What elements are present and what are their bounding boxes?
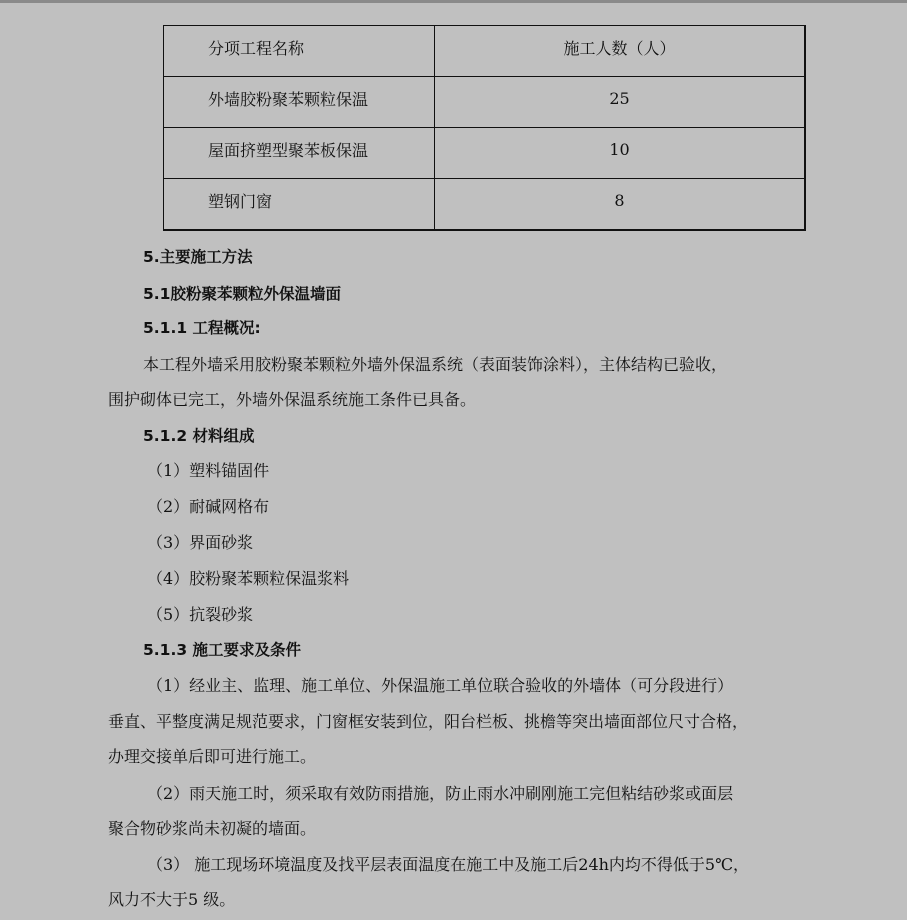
subsection-heading: 5.1胶粉聚苯颗粒外保温墙面 xyxy=(143,285,341,303)
subsection-heading: 5.1.3 施工要求及条件 xyxy=(143,641,302,659)
list-item: （2）耐碱网格布 xyxy=(147,497,270,516)
top-border xyxy=(0,0,907,3)
paragraph-line: （3） 施工现场环境温度及找平层表面温度在施工中及施工后24h内均不得低于5℃， xyxy=(147,855,750,874)
subsection-heading: 5.1.2 材料组成 xyxy=(143,427,255,445)
table-cell-project: 屋面挤塑型聚苯板保温 xyxy=(164,128,435,179)
paragraph-line: 本工程外墙采用胶粉聚苯颗粒外墙外保温系统（表面装饰涂料），主体结构已验收， xyxy=(143,355,728,374)
paragraph-line: 办理交接单后即可进行施工。 xyxy=(108,747,317,766)
table-cell-headcount: 25 xyxy=(435,77,806,128)
table-cell-headcount: 8 xyxy=(435,179,806,230)
table-header-row xyxy=(164,26,806,77)
column-header-project: 分项工程名称 xyxy=(164,26,435,77)
construction-staff-table xyxy=(163,25,806,231)
section-heading: 5.主要施工方法 xyxy=(143,248,253,266)
subsection-heading: 5.1.1 工程概况: xyxy=(143,319,261,337)
table-cell-project: 塑钢门窗 xyxy=(164,179,435,230)
table-cell-project: 外墙胶粉聚苯颗粒保温 xyxy=(164,77,435,128)
table-cell-headcount: 10 xyxy=(435,128,806,179)
paragraph-line: 围护砌体已完工，外墙外保温系统施工条件已具备。 xyxy=(108,390,477,409)
paragraph-line: 风力不大于5 级。 xyxy=(108,890,236,909)
paragraph-line: （2）雨天施工时，须采取有效防雨措施，防止雨水冲刷刚施工完但粘结砂浆或面层 xyxy=(147,784,734,803)
paragraph-line: （1）经业主、监理、施工单位、外保温施工单位联合验收的外墙体（可分段进行） xyxy=(147,676,734,695)
table-row xyxy=(164,179,806,230)
table-row xyxy=(164,77,806,128)
table-row xyxy=(164,128,806,179)
paragraph-line: 垂直、平整度满足规范要求，门窗框安装到位，阳台栏板、挑檐等突出墙面部位尺寸合格， xyxy=(108,712,749,731)
list-item: （5）抗裂砂浆 xyxy=(147,605,254,624)
list-item: （4）胶粉聚苯颗粒保温浆料 xyxy=(147,569,350,588)
paragraph-line: 聚合物砂浆尚未初凝的墙面。 xyxy=(108,819,317,838)
list-item: （3）界面砂浆 xyxy=(147,533,254,552)
column-header-headcount: 施工人数（人） xyxy=(435,26,806,77)
list-item: （1）塑料锚固件 xyxy=(147,461,270,480)
